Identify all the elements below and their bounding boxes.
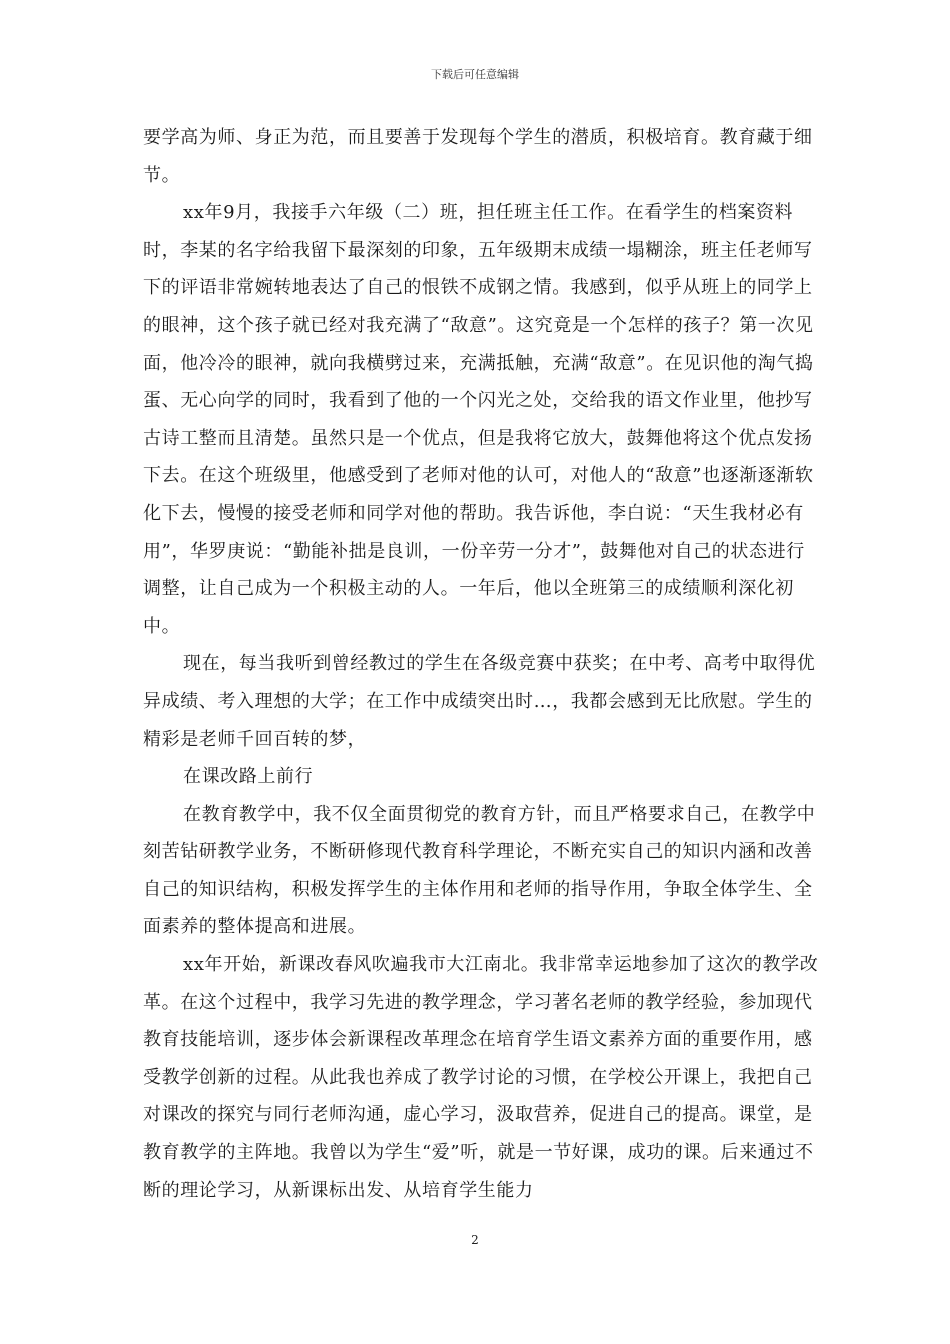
section-heading: 在课改路上前行 [183,766,314,788]
document-body [143,119,823,1209]
paragraph-curriculum-reform: xx年开始，新课改春风吹遍我市大江南北。我非常幸运地参加了这次的教学改革。在这个过程中，我学习先进的教学理念，学习著名老师的教学经验，参加现代教育技能培训，逐步体会新课程改革理念在培育学生语文素养方面的重要作用，感受教学创新的过程。从此我也养成了教学讨论的习惯，在学校公开课上，我把自己对课改的探究与同行老师沟通，虚心学习，汲取营养，促进自己的提高。课堂，是教育教学的主阵地。我曾以为学生“爱”听，就是一节好课，成功的课。后来通过不断的理论学习，从新课标出发、从培育学生能力 [143,954,819,1201]
paragraph-teaching: 在教育教学中，我不仅全面贯彻党的教育方针，而且严格要求自己，在教学中刻苦钻研教学业务，不断研修现代教育科学理论，不断充实自己的知识内涵和改善自己的知识结构，积极发挥学生的主体作用和老师的指导作用，争取全体学生、全面素养的整体提高和进展。 [143,803,816,938]
page-header: 下载后可任意编辑 [431,68,519,81]
paragraph-class-story: xx年9月，我接手六年级（二）班，担任班主任工作。在看学生的档案资料时，李某的名字给我留下最深刻的印象，五年级期末成绩一塌糊涂，班主任老师写下的评语非常婉转地表达了自己的恨铁不成钢之情。我感到，似乎从班上的同学上的眼神，这个孩子就已经对我充满了“敌意”。这究竟是一个怎样的孩子？第一次见面，他冷冷的眼神，就向我横劈过来，充满抵触，充满“敌意”。在见识他的淘气捣蛋、无心向学的同时，我看到了他的一个闪光之处，交给我的语文作业里，他抄写古诗工整而且清楚。虽然只是一个优点，但是我将它放大，鼓舞他将这个优点发扬下去。在这个班级里，他感受到了老师对他的认可，对他人的“敌意”也逐渐逐渐软化下去，慢慢的接受老师和同学对他的帮助。我告诉他，李白说：“天生我材必有用”，华罗庚说：“勤能补拙是良训，一份辛劳一分才”，鼓舞他对自己的状态进行调整，让自己成为一个积极主动的人。一年后，他以全班第三的成绩顺利深化初中。 [143,202,814,637]
paragraph-continuation: 要学高为师、身正为范，而且要善于发现每个学生的潜质，积极培育。教育藏于细节。 [143,127,813,186]
page-number: 2 [471,1233,479,1247]
paragraph-reflection: 现在，每当我听到曾经教过的学生在各级竞赛中获奖；在中考、高考中取得优异成绩、考入理想的大学；在工作中成绩突出时…，我都会感到无比欣慰。学生的精彩是老师千回百转的梦， [143,653,816,750]
